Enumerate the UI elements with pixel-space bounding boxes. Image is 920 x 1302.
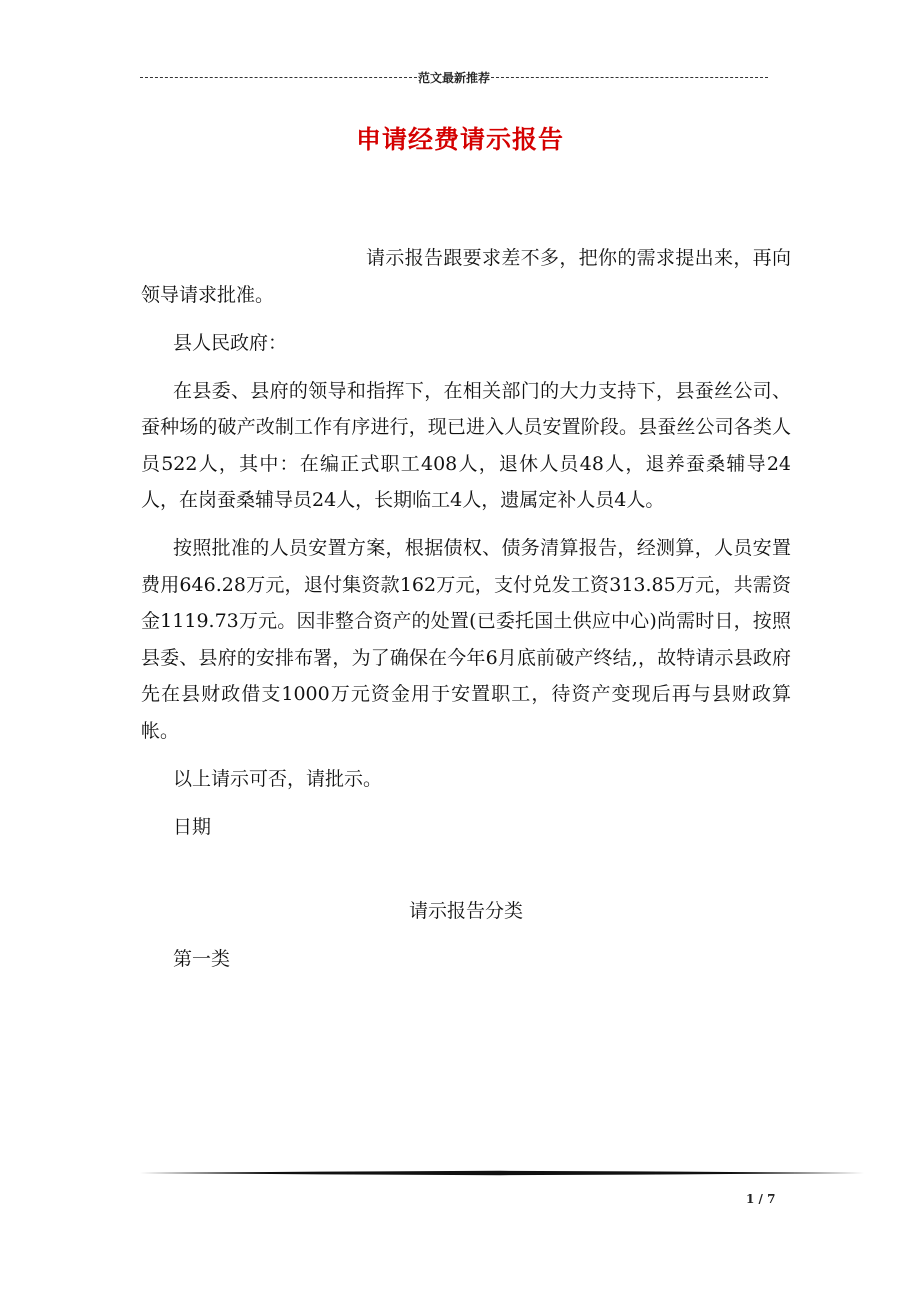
body-paragraph-1: 在县委、县府的领导和指挥下，在相关部门的大力支持下，县蚕丝公司、蚕种场的破产改制工作有序进行，现已进入人员安置阶段。县蚕丝公司各类人员522人，其中：在编正式职工408人，退休人员48人，退养蚕桑辅导24人，在岗蚕桑辅导员24人，长期临工4人，遗属定补人员4人。 (141, 379, 791, 511)
section-heading: 请示报告分类 (408, 900, 523, 922)
document-title: 申请经费请示报告 (355, 125, 564, 154)
document-body (141, 240, 791, 989)
header-dash-right (491, 77, 768, 78)
date-label: 日期 (173, 815, 212, 838)
closing-request: 以上请示可否，请批示。 (173, 767, 383, 790)
salutation: 县人民政府： (173, 331, 288, 354)
body-paragraph-2: 按照批准的人员安置方案，根据债权、债务清算报告，经测算，人员安置费用646.28万元，退付集资款162万元，支付兑发工资313.85万元，共需资金1119.73万元。因非整合资产的处置(已委托国土供应中心)尚需时日，按照县委、县府的安排布署，为了确保在今年6月底前破产终结,，故特请示县政府先在县财政借支1000万元资金用于安置职工，待资产变现后再与县财政算帐。 (141, 537, 791, 742)
intro-paragraph: 请示报告跟要求差不多，把你的需求提出来，再向领导请求批准。 (141, 247, 791, 306)
header-label: 范文最新推荐 (418, 70, 491, 85)
page-header (140, 68, 768, 86)
subsection-heading: 第一类 (173, 948, 231, 970)
header-dash-left (140, 77, 417, 78)
footer-rule (140, 1170, 864, 1176)
page-number: 1 / 7 (746, 1192, 776, 1206)
